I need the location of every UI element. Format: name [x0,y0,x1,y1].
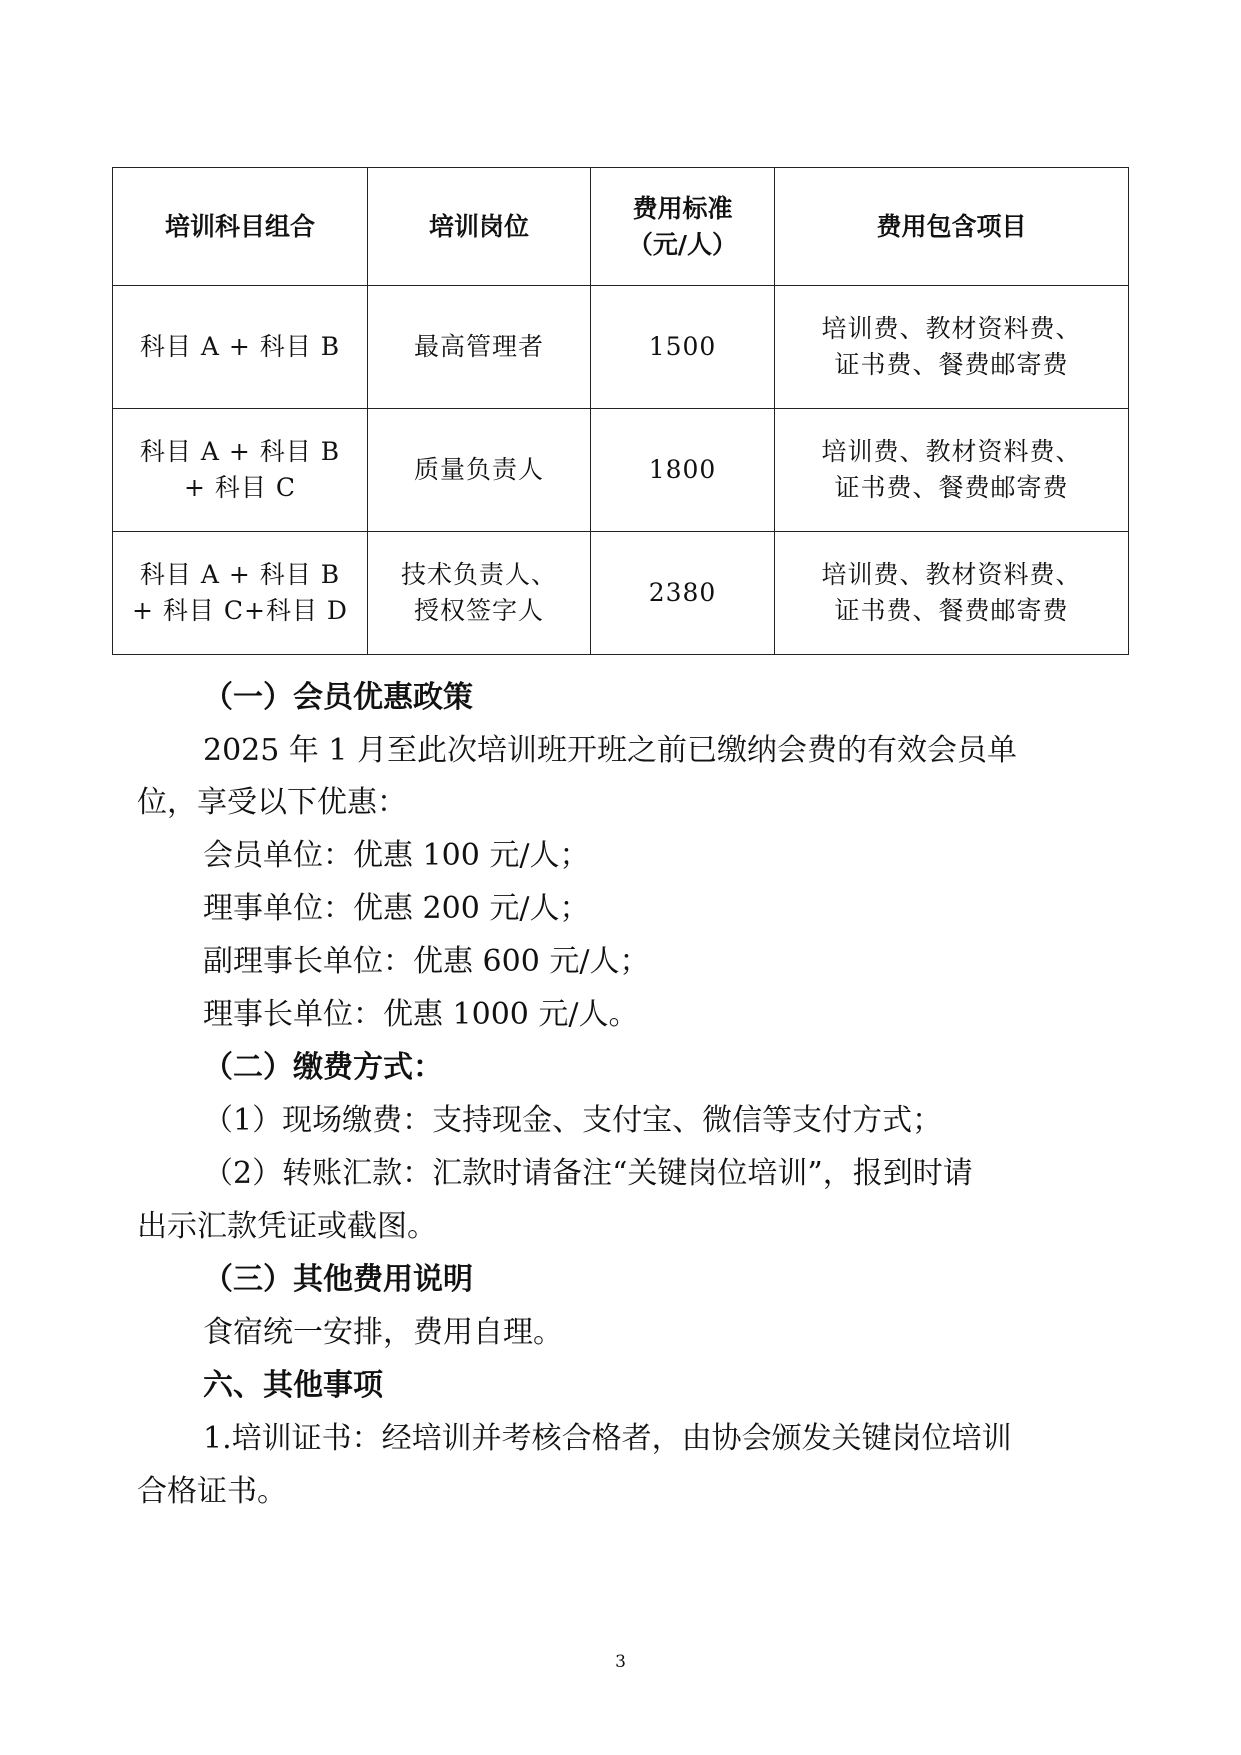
table-cell: 科目 A + 科目 B + 科目 C+科目 D [113,532,368,655]
table-cell: 质量负责人 [368,409,591,532]
table-cell: 科目 A + 科目 B [113,286,368,409]
header-cell: 费用包含项目 [775,168,1129,286]
header-cell: 培训科目组合 [113,168,368,286]
section6-heading: 六、其他事项 [203,1368,383,1403]
member-policy-heading: （一）会员优惠政策 [203,680,473,715]
other-fee-text: 食宿统一安排，费用自理。 [203,1315,563,1350]
discount-chair-unit: 理事长单位：优惠 1000 元/人。 [203,997,639,1032]
page-number: 3 [615,1652,626,1672]
member-intro-line: 2025 年 1 月至此次培训班开班之前已缴纳会费的有效会员单 [203,733,1018,768]
discount-director-unit: 理事单位：优惠 200 元/人； [203,891,590,926]
payment-transfer-line: 出示汇款凭证或截图。 [137,1209,437,1244]
table-header-row [113,168,1129,286]
table-cell: 技术负责人、 授权签字人 [368,532,591,655]
table-cell: 培训费、教材资料费、 证书费、餐费邮寄费 [775,532,1129,655]
other-fee-heading: （三）其他费用说明 [203,1262,473,1297]
payment-heading: （二）缴费方式： [203,1050,443,1085]
table-row [113,532,1129,655]
payment-onsite: （1）现场缴费：支持现金、支付宝、微信等支付方式； [203,1103,943,1138]
table-row [113,286,1129,409]
table-cell: 培训费、教材资料费、 证书费、餐费邮寄费 [775,409,1129,532]
table-cell: 最高管理者 [368,286,591,409]
member-intro-line: 位，享受以下优惠： [137,785,407,820]
payment-transfer-line: （2）转账汇款：汇款时请备注“关键岗位培训”，报到时请 [203,1156,973,1191]
table-cell: 培训费、教材资料费、 证书费、餐费邮寄费 [775,286,1129,409]
table-cell: 1800 [591,409,775,532]
certificate-line: 1.培训证书：经培训并考核合格者，由协会颁发关键岗位培训 [203,1421,1012,1456]
header-cell: 培训岗位 [368,168,591,286]
certificate-line: 合格证书。 [137,1474,287,1509]
discount-vice-chair-unit: 副理事长单位：优惠 600 元/人； [203,944,650,979]
table-cell: 科目 A + 科目 B + 科目 C [113,409,368,532]
table-cell: 1500 [591,286,775,409]
discount-member-unit: 会员单位：优惠 100 元/人； [203,838,590,873]
table-row [113,409,1129,532]
table-cell: 2380 [591,532,775,655]
header-cell: 费用标准 （元/人） [591,168,775,286]
fee-table [112,167,1129,655]
